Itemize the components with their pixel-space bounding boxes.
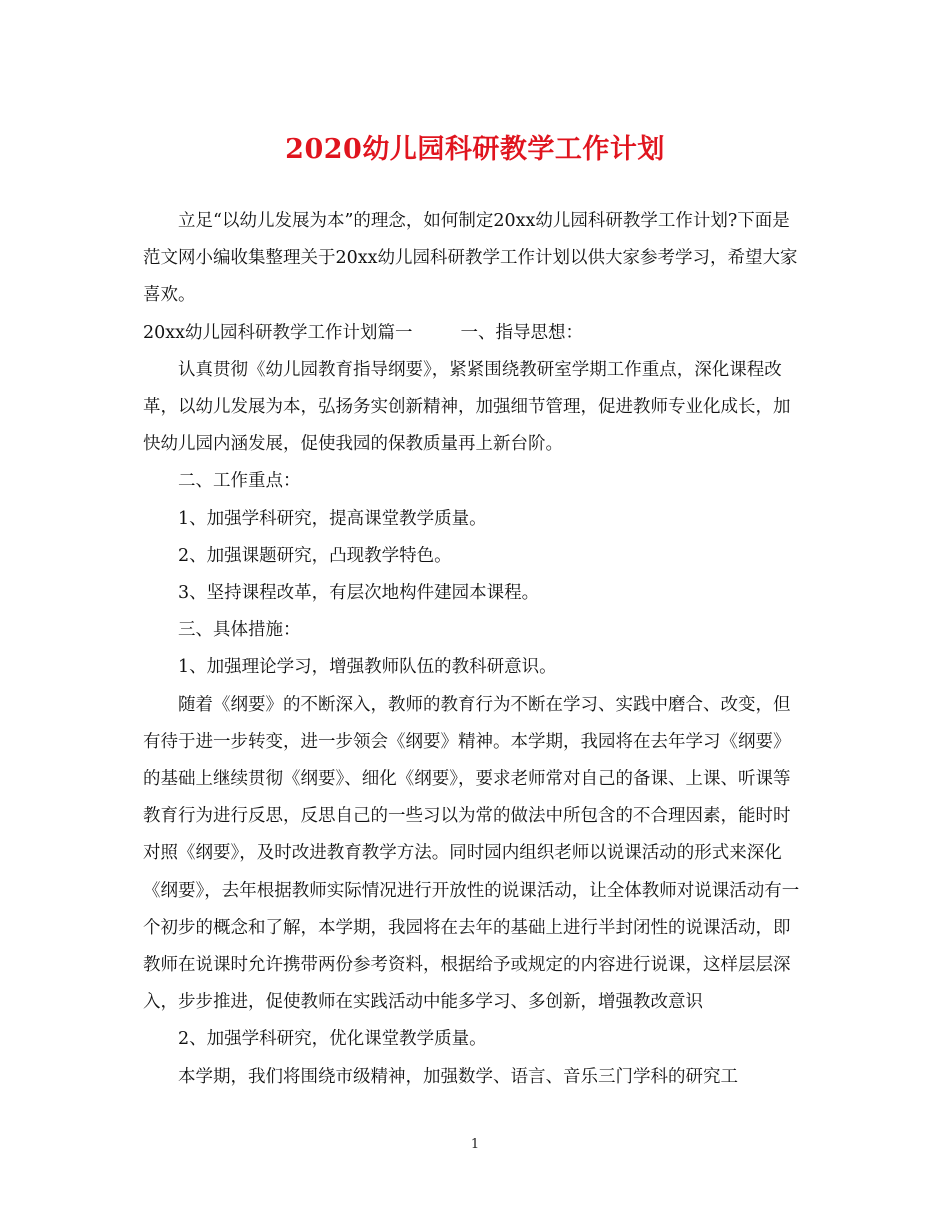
measure-item-1: 1、加强理论学习，增强教师队伍的教科研意识。: [178, 657, 557, 678]
document-title: 2020幼儿园科研教学工作计划: [285, 134, 665, 165]
focus-item-3: 3、坚持课程改革，有层次地构件建园本课程。: [178, 583, 540, 604]
document-body: [143, 203, 803, 1096]
section-heading-line: [143, 315, 803, 352]
measure-2-paragraph: 本学期，我们将围绕市级精神，加强数学、语言、音乐三门学科的研究工: [178, 1066, 738, 1087]
work-focus-heading: 二、工作重点：: [178, 471, 301, 492]
plan-heading: 20xx幼儿园科研教学工作计划篇一: [143, 322, 413, 343]
measures-heading: 三、具体措施：: [178, 620, 301, 641]
measure-1-paragraph: 随着《纲要》的不断深入，教师的教育行为不断在学习、实践中磨合、改变，但有待于进一步转变，进一步领会《纲要》精神。本学期，我园将在去年学习《纲要》的基础上继续贯彻《纲要》、细化《纲要》，要求老师常对自己的备课、上课、听课等教育行为进行反思，反思自己的一些习以为常的做法中所包含的不合理因素，能时时对照《纲要》，及时改进教育教学方法。同时园内组织老师以说课活动的形式来深化《纲要》，去年根据教师实际情况进行开放性的说课活动，让全体教师对说课活动有一个初步的概念和了解，本学期，我园将在去年的基础上进行半封闭性的说课活动，即教师在说课时允许携带两份参考资料，根据给予或规定的内容进行说课，这样层层深入，步步推进，促使教师在实践活动中能多学习、多创新，增强教改意识: [143, 694, 800, 1013]
measure-item-2: 2、加强学科研究，优化课堂教学质量。: [178, 1029, 487, 1050]
focus-item-1: 1、加强学科研究，提高课堂教学质量。: [178, 508, 487, 529]
guiding-thought-heading: 一、指导思想：: [460, 322, 584, 343]
guiding-paragraph: 认真贯彻《幼儿园教育指导纲要》，紧紧围绕教研室学期工作重点，深化课程改革，以幼儿发展为本，弘扬务实创新精神，加强细节管理，促进教师专业化成长，加快幼儿园内涵发展，促使我园的保教质量再上新台阶。: [143, 359, 791, 455]
page-number: 1: [470, 1137, 480, 1152]
intro-paragraph: 立足“以幼儿发展为本”的理念，如何制定20xx幼儿园科研教学工作计划?下面是范文网小编收集整理关于20xx幼儿园科研教学工作计划以供大家参考学习，希望大家喜欢。: [143, 211, 798, 306]
focus-item-2: 2、加强课题研究，凸现教学特色。: [178, 545, 452, 566]
